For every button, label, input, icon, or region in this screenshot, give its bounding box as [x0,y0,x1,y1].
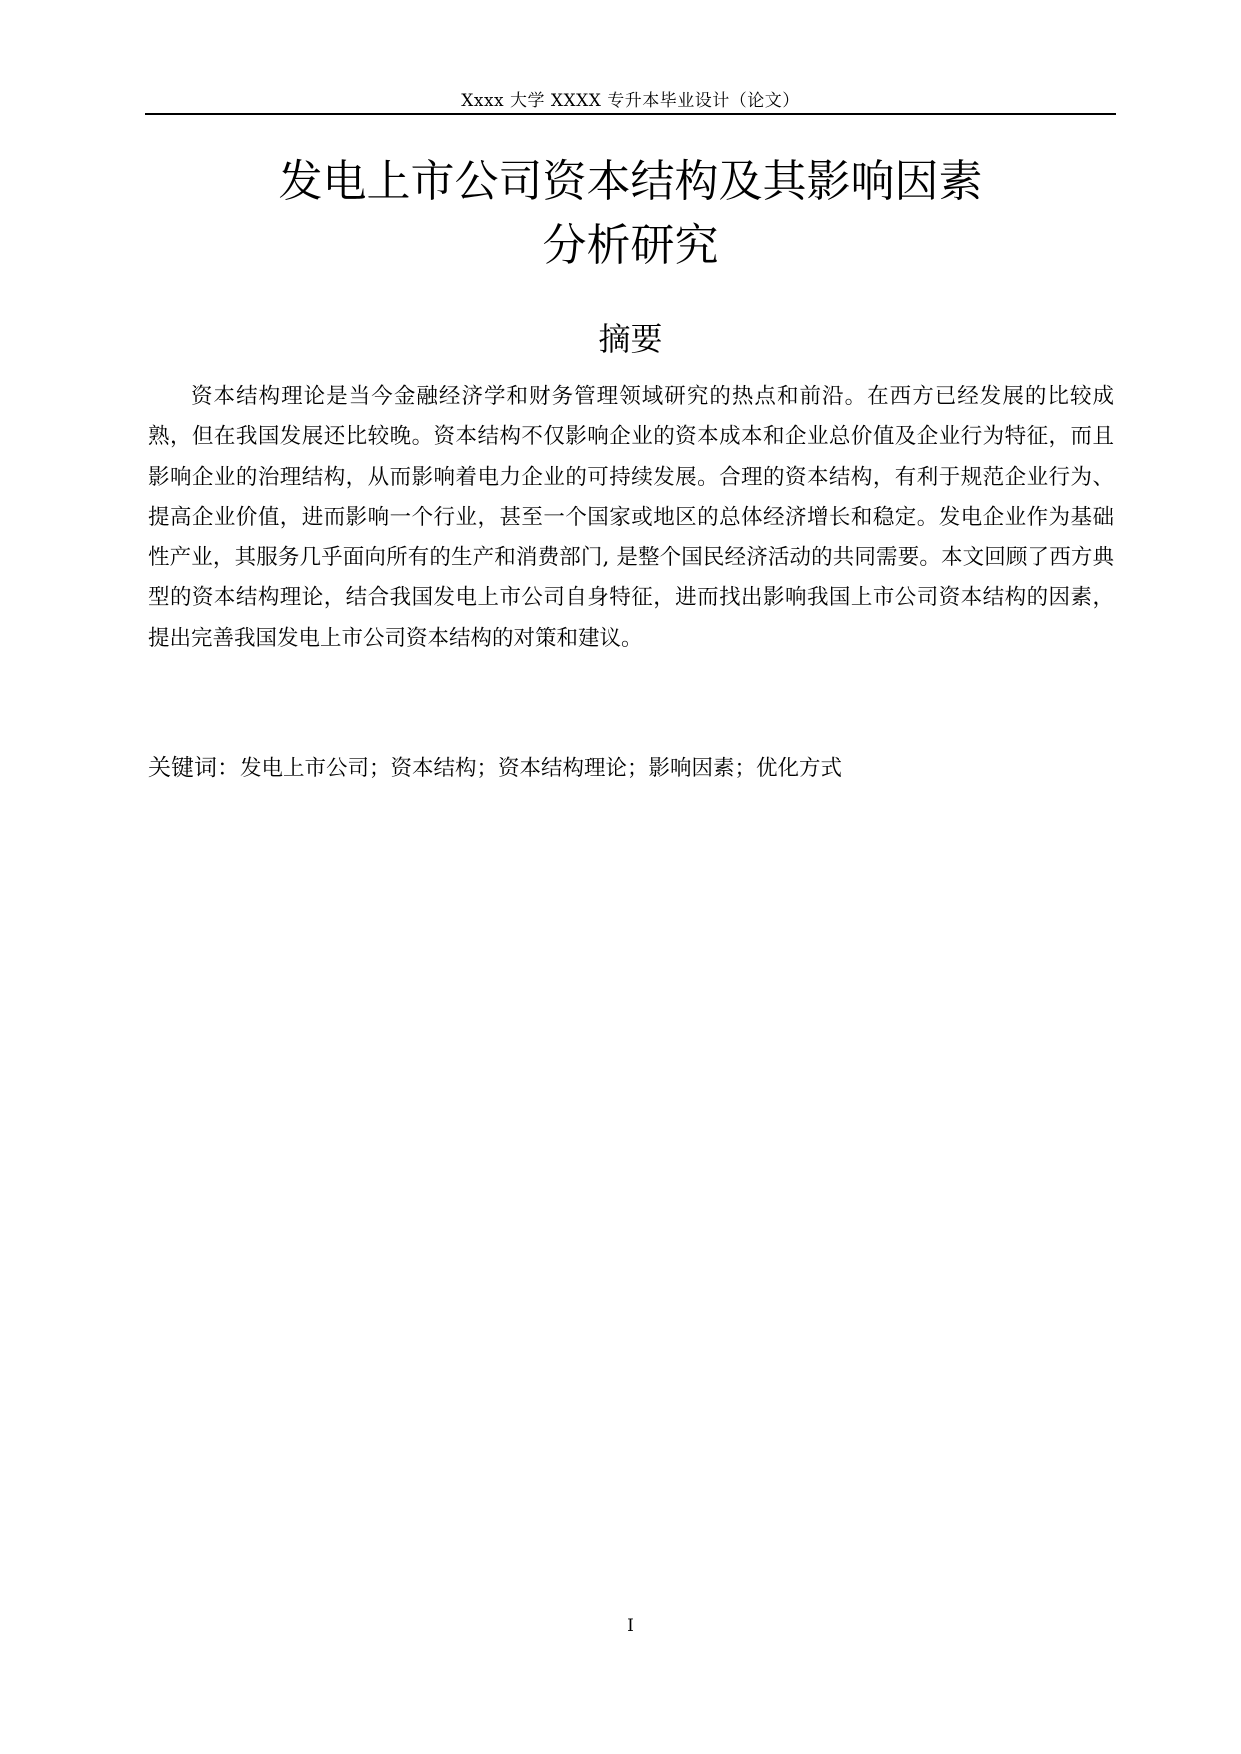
header-divider [145,113,1116,115]
paper-title-line-2: 分析研究 [542,220,719,271]
keywords-label: 关键词： [148,755,240,781]
abstract-heading: 摘要 [598,320,663,358]
paper-title [145,150,1116,278]
keywords-value: 发电上市公司；资本结构；资本结构理论；影响因素；优化方式 [240,756,843,781]
abstract-body: 资本结构理论是当今金融经济学和财务管理领域研究的热点和前沿。在西方已经发展的比较成熟，但在我国发展还比较晚。资本结构不仅影响企业的资本成本和企业总价值及企业行为特征，而且影响企业的治理结构，从而影响着电力企业的可持续发展。合理的资本结构，有利于规范企业行为、提高企业价值，进而影响一个行业，甚至一个国家或地区的总体经济增长和稳定。发电企业作为基础性产业，其服务几乎面向所有的生产和消费部门, 是整个国民经济活动的共同需要。本文回顾了西方典型的资本结构理论，结合我国发电上市公司自身特征，进而找出影响我国上市公司资本结构的因素，提出完善我国发电上市公司资本结构的对策和建议。 [148,384,1114,651]
page-number: I [627,1616,634,1636]
paper-title-line-1: 发电上市公司资本结构及其影响因素 [278,156,983,207]
keywords [148,750,1114,787]
running-header: Xxxx 大学 XXXX 专升本毕业设计（论文） [461,91,800,111]
